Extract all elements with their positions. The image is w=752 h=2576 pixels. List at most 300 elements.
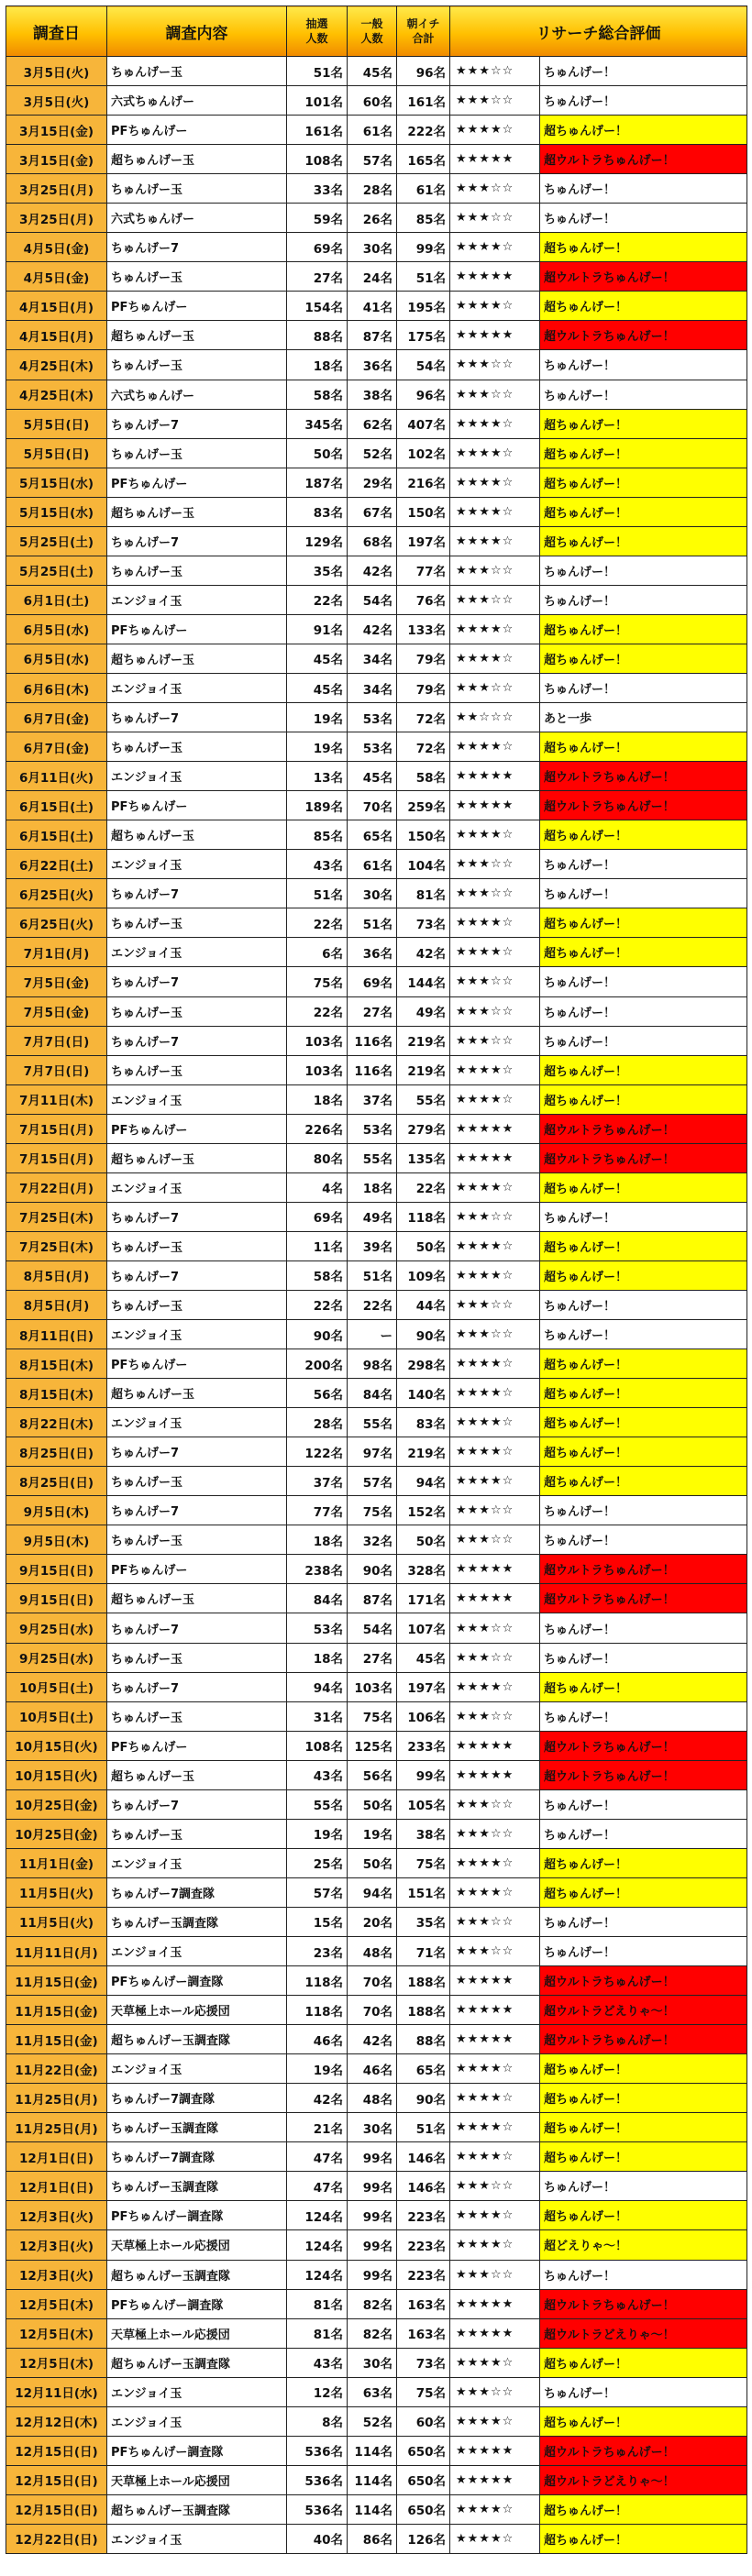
row-total: 35名 (397, 1907, 450, 1936)
row-total: 165名 (397, 145, 450, 174)
row-date: 7月25日(木) (6, 1231, 107, 1260)
row-total: 38名 (397, 1819, 450, 1848)
table-row (6, 116, 747, 145)
row-rating: ★★★★☆ (450, 2406, 540, 2436)
row-total: 51名 (397, 2113, 450, 2142)
row-date: 8月15日(木) (6, 1379, 107, 1408)
row-rating: ★★★★★ (450, 791, 540, 820)
row-lottery: 12名 (287, 2377, 348, 2406)
row-evaluation: 超ちゅんげー！ (540, 292, 747, 321)
row-date: 7月22日(月) (6, 1172, 107, 1202)
row-total: 50名 (397, 1231, 450, 1260)
table-row (6, 938, 747, 967)
row-general: 99名 (348, 2230, 397, 2260)
row-lottery: 124名 (287, 2201, 348, 2230)
row-general: 42名 (348, 556, 397, 585)
row-date: 8月5日(月) (6, 1290, 107, 1319)
row-general: 48名 (348, 1937, 397, 1966)
row-total: 146名 (397, 2172, 450, 2201)
row-rating: ★★★★☆ (450, 233, 540, 262)
row-total: 219名 (397, 1026, 450, 1055)
row-content: ちゅんげー7 (107, 233, 287, 262)
table-row (6, 1819, 747, 1848)
row-rating: ★★★☆☆ (450, 1643, 540, 1672)
row-evaluation: ちゅんげー！ (540, 2260, 747, 2289)
row-total: 146名 (397, 2142, 450, 2172)
row-total: 99名 (397, 1760, 450, 1789)
row-lottery: 19名 (287, 2054, 348, 2084)
row-total: 219名 (397, 1055, 450, 1084)
row-evaluation: 超ちゅんげー！ (540, 1260, 747, 1290)
header-content: 調査内容 (107, 6, 287, 57)
table-row (6, 204, 747, 233)
row-date: 6月6日(木) (6, 673, 107, 702)
row-total: 99名 (397, 233, 450, 262)
row-lottery: 91名 (287, 614, 348, 644)
row-rating: ★★★☆☆ (450, 1937, 540, 1966)
row-lottery: 46名 (287, 2025, 348, 2054)
row-general: 51名 (348, 1260, 397, 1290)
table-row (6, 2436, 747, 2465)
row-lottery: 189名 (287, 791, 348, 820)
table-row (6, 174, 747, 204)
row-lottery: 18名 (287, 1084, 348, 1114)
row-rating: ★★★☆☆ (450, 174, 540, 204)
row-lottery: 103名 (287, 1026, 348, 1055)
row-date: 7月7日(日) (6, 1026, 107, 1055)
row-lottery: 124名 (287, 2260, 348, 2289)
row-content: ちゅんげー7 (107, 409, 287, 438)
row-date: 7月7日(日) (6, 1055, 107, 1084)
table-row (6, 2318, 747, 2348)
row-general: 53名 (348, 1114, 397, 1143)
row-total: 90名 (397, 1320, 450, 1349)
row-date: 6月15日(土) (6, 791, 107, 820)
row-total: 650名 (397, 2465, 450, 2494)
row-lottery: 101名 (287, 86, 348, 116)
row-content: PFちゅんげー (107, 292, 287, 321)
row-date: 9月5日(木) (6, 1496, 107, 1525)
row-date: 12月15日(日) (6, 2436, 107, 2465)
row-content: エンジョイ玉 (107, 1172, 287, 1202)
row-content: エンジョイ玉 (107, 2377, 287, 2406)
row-lottery: 21名 (287, 2113, 348, 2142)
row-general: 114名 (348, 2465, 397, 2494)
row-date: 12月12日(木) (6, 2406, 107, 2436)
row-date: 10月25日(金) (6, 1789, 107, 1819)
row-date: 3月25日(月) (6, 174, 107, 204)
row-content: 天草極上ホール応援団 (107, 2318, 287, 2348)
row-rating: ★★★★★ (450, 2025, 540, 2054)
row-total: 45名 (397, 1643, 450, 1672)
row-content: ちゅんげー玉調査隊 (107, 2172, 287, 2201)
row-rating: ★★★★☆ (450, 820, 540, 850)
row-content: PFちゅんげー調査隊 (107, 2201, 287, 2230)
row-content: エンジョイ玉 (107, 1320, 287, 1349)
row-evaluation: ちゅんげー！ (540, 996, 747, 1026)
row-general: 42名 (348, 614, 397, 644)
row-content: ちゅんげー玉 (107, 1701, 287, 1731)
row-lottery: 75名 (287, 967, 348, 996)
table-row (6, 791, 747, 820)
row-rating: ★★★☆☆ (450, 57, 540, 86)
row-content: 天草極上ホール応援団 (107, 2230, 287, 2260)
row-total: 216名 (397, 468, 450, 497)
row-rating: ★★★☆☆ (450, 1819, 540, 1848)
row-content: ちゅんげー玉 (107, 1525, 287, 1555)
row-lottery: 33名 (287, 174, 348, 204)
row-date: 4月25日(木) (6, 380, 107, 409)
row-date: 3月5日(火) (6, 86, 107, 116)
row-date: 11月15日(金) (6, 1966, 107, 1996)
row-evaluation: ちゅんげー！ (540, 585, 747, 614)
row-lottery: 31名 (287, 1701, 348, 1731)
table-row (6, 1026, 747, 1055)
row-general: 99名 (348, 2201, 397, 2230)
row-evaluation: ちゅんげー！ (540, 1525, 747, 1555)
row-total: 223名 (397, 2201, 450, 2230)
row-evaluation: 超ちゅんげー！ (540, 1408, 747, 1437)
row-date: 3月15日(金) (6, 116, 107, 145)
row-evaluation: ちゅんげー！ (540, 57, 747, 86)
table-row (6, 1290, 747, 1319)
row-lottery: 15名 (287, 1907, 348, 1936)
row-lottery: 18名 (287, 1525, 348, 1555)
row-general: 99名 (348, 2172, 397, 2201)
row-general: 36名 (348, 350, 397, 380)
row-total: 76名 (397, 585, 450, 614)
row-evaluation: ちゅんげー！ (540, 1701, 747, 1731)
row-content: 超ちゅんげー玉調査隊 (107, 2348, 287, 2377)
row-total: 60名 (397, 2406, 450, 2436)
row-total: 118名 (397, 1202, 450, 1231)
row-total: 44名 (397, 1290, 450, 1319)
row-date: 3月25日(月) (6, 204, 107, 233)
row-total: 161名 (397, 86, 450, 116)
row-date: 3月5日(火) (6, 57, 107, 86)
row-rating: ★★★☆☆ (450, 967, 540, 996)
row-rating: ★★★☆☆ (450, 585, 540, 614)
row-general: 62名 (348, 409, 397, 438)
row-date: 5月15日(水) (6, 497, 107, 526)
row-general: 34名 (348, 673, 397, 702)
row-total: 49名 (397, 996, 450, 1026)
row-evaluation: 超ウルトラちゅんげー！ (540, 262, 747, 292)
row-rating: ★★★★☆ (450, 1877, 540, 1907)
table-row (6, 2084, 747, 2113)
row-total: 144名 (397, 967, 450, 996)
row-date: 8月25日(日) (6, 1467, 107, 1496)
row-total: 133名 (397, 614, 450, 644)
row-content: エンジョイ玉 (107, 2054, 287, 2084)
row-lottery: 59名 (287, 204, 348, 233)
table-row (6, 1114, 747, 1143)
row-rating: ★★★☆☆ (450, 996, 540, 1026)
row-rating: ★★★☆☆ (450, 1789, 540, 1819)
row-total: 151名 (397, 1877, 450, 1907)
row-lottery: 11名 (287, 1231, 348, 1260)
row-content: ちゅんげー7 (107, 1789, 287, 1819)
table-row (6, 820, 747, 850)
table-row (6, 1525, 747, 1555)
row-rating: ★★★☆☆ (450, 1320, 540, 1349)
row-rating: ★★★☆☆ (450, 1026, 540, 1055)
row-general: 51名 (348, 908, 397, 938)
row-evaluation: 超ちゅんげー！ (540, 732, 747, 762)
row-total: 61名 (397, 174, 450, 204)
row-general: ー (348, 1320, 397, 1349)
row-date: 6月5日(水) (6, 614, 107, 644)
row-content: PFちゅんげー (107, 1555, 287, 1584)
table-row (6, 57, 747, 86)
row-evaluation: 超ウルトラどえりゃ～！ (540, 1996, 747, 2025)
row-general: 42名 (348, 2025, 397, 2054)
row-rating: ★★★☆☆ (450, 1613, 540, 1643)
row-evaluation: 超ウルトラちゅんげー！ (540, 321, 747, 350)
table-row (6, 145, 747, 174)
row-total: 102名 (397, 438, 450, 468)
row-general: 30名 (348, 233, 397, 262)
row-lottery: 50名 (287, 438, 348, 468)
table-row (6, 2054, 747, 2084)
row-general: 97名 (348, 1437, 397, 1467)
table-row (6, 1172, 747, 1202)
row-evaluation: ちゅんげー！ (540, 673, 747, 702)
row-lottery: 53名 (287, 1613, 348, 1643)
row-date: 12月15日(日) (6, 2494, 107, 2524)
row-evaluation: ちゅんげー！ (540, 850, 747, 879)
table-row (6, 1643, 747, 1672)
table-row (6, 1731, 747, 1760)
table-row (6, 86, 747, 116)
row-rating: ★★★☆☆ (450, 350, 540, 380)
row-date: 11月25日(月) (6, 2084, 107, 2113)
row-lottery: 58名 (287, 380, 348, 409)
row-lottery: 45名 (287, 673, 348, 702)
row-lottery: 28名 (287, 1408, 348, 1437)
row-evaluation: 超ちゅんげー！ (540, 1672, 747, 1701)
row-content: PFちゅんげー (107, 614, 287, 644)
row-lottery: 118名 (287, 1996, 348, 2025)
row-general: 30名 (348, 879, 397, 908)
row-date: 6月25日(火) (6, 879, 107, 908)
row-general: 67名 (348, 497, 397, 526)
row-total: 81名 (397, 879, 450, 908)
row-content: ちゅんげー7 (107, 526, 287, 556)
row-evaluation: ちゅんげー！ (540, 86, 747, 116)
row-lottery: 108名 (287, 1731, 348, 1760)
row-total: 73名 (397, 908, 450, 938)
row-rating: ★★★☆☆ (450, 380, 540, 409)
row-general: 54名 (348, 585, 397, 614)
table-row (6, 1349, 747, 1379)
row-content: 六式ちゅんげー (107, 204, 287, 233)
table-row (6, 762, 747, 791)
row-date: 11月5日(火) (6, 1907, 107, 1936)
row-rating: ★★★☆☆ (450, 2172, 540, 2201)
row-content: ちゅんげー玉 (107, 1055, 287, 1084)
row-rating: ★★★☆☆ (450, 879, 540, 908)
row-total: 163名 (397, 2289, 450, 2318)
row-general: 52名 (348, 438, 397, 468)
row-rating: ★★★★★ (450, 2318, 540, 2348)
table-row (6, 644, 747, 673)
table-row (6, 703, 747, 732)
table-body (6, 57, 747, 2554)
row-general: 20名 (348, 1907, 397, 1936)
table-row (6, 468, 747, 497)
table-row (6, 2230, 747, 2260)
table-row (6, 1379, 747, 1408)
row-rating: ★★★★★ (450, 1584, 540, 1613)
row-general: 45名 (348, 762, 397, 791)
row-date: 7月15日(月) (6, 1143, 107, 1172)
row-rating: ★★★★☆ (450, 732, 540, 762)
row-lottery: 129名 (287, 526, 348, 556)
row-lottery: 226名 (287, 1114, 348, 1143)
row-general: 38名 (348, 380, 397, 409)
row-content: ちゅんげー7 (107, 1672, 287, 1701)
row-lottery: 58名 (287, 1260, 348, 1290)
row-total: 85名 (397, 204, 450, 233)
row-total: 259名 (397, 791, 450, 820)
row-general: 30名 (348, 2113, 397, 2142)
row-date: 10月25日(金) (6, 1819, 107, 1848)
table-row (6, 1231, 747, 1260)
row-content: ちゅんげー玉 (107, 1819, 287, 1848)
row-evaluation: 超ちゅんげー！ (540, 1877, 747, 1907)
row-evaluation: ちゅんげー！ (540, 1819, 747, 1848)
row-content: ちゅんげー7 (107, 1260, 287, 1290)
row-lottery: 22名 (287, 585, 348, 614)
table-row (6, 556, 747, 585)
row-lottery: 51名 (287, 879, 348, 908)
row-evaluation: 超ちゅんげー！ (540, 1437, 747, 1467)
row-general: 103名 (348, 1672, 397, 1701)
row-content: PFちゅんげー (107, 1114, 287, 1143)
row-date: 7月15日(月) (6, 1114, 107, 1143)
row-lottery: 56名 (287, 1379, 348, 1408)
row-evaluation: 超ちゅんげー！ (540, 908, 747, 938)
row-evaluation: ちゅんげー！ (540, 1613, 747, 1643)
row-date: 9月5日(木) (6, 1525, 107, 1555)
row-lottery: 161名 (287, 116, 348, 145)
row-rating: ★★★★☆ (450, 1172, 540, 1202)
table-row (6, 879, 747, 908)
row-lottery: 238名 (287, 1555, 348, 1584)
row-rating: ★★★★☆ (450, 2142, 540, 2172)
row-general: 22名 (348, 1290, 397, 1319)
row-evaluation: 超ウルトラちゅんげー！ (540, 2436, 747, 2465)
row-content: エンジョイ玉 (107, 1408, 287, 1437)
row-total: 126名 (397, 2524, 450, 2553)
row-rating: ★★★★☆ (450, 292, 540, 321)
row-content: ちゅんげー7 (107, 1437, 287, 1467)
row-total: 73名 (397, 2348, 450, 2377)
row-content: エンジョイ玉 (107, 2406, 287, 2436)
row-content: 超ちゅんげー玉調査隊 (107, 2494, 287, 2524)
row-lottery: 84名 (287, 1584, 348, 1613)
row-total: 219名 (397, 1437, 450, 1467)
row-rating: ★★★★☆ (450, 908, 540, 938)
row-general: 39名 (348, 1231, 397, 1260)
table-row (6, 1877, 747, 1907)
row-date: 7月5日(金) (6, 996, 107, 1026)
table-row (6, 1437, 747, 1467)
row-evaluation: 超ちゅんげー！ (540, 526, 747, 556)
row-total: 298名 (397, 1349, 450, 1379)
row-content: エンジョイ玉 (107, 1084, 287, 1114)
row-rating: ★★★★☆ (450, 497, 540, 526)
row-general: 87名 (348, 1584, 397, 1613)
row-date: 10月15日(火) (6, 1731, 107, 1760)
row-date: 11月5日(火) (6, 1877, 107, 1907)
row-rating: ★★★☆☆ (450, 1525, 540, 1555)
row-rating: ★★★★☆ (450, 2054, 540, 2084)
table-row (6, 614, 747, 644)
row-evaluation: 超ウルトラちゅんげー！ (540, 145, 747, 174)
row-date: 3月15日(金) (6, 145, 107, 174)
row-date: 6月1日(土) (6, 585, 107, 614)
row-lottery: 90名 (287, 1320, 348, 1349)
row-content: ちゅんげー7調査隊 (107, 2142, 287, 2172)
header-general (348, 6, 397, 57)
header-lottery-line1: 抽選 (305, 17, 328, 30)
row-evaluation: 超ちゅんげー！ (540, 938, 747, 967)
row-lottery: 124名 (287, 2230, 348, 2260)
row-general: 50名 (348, 1848, 397, 1877)
table-row (6, 350, 747, 380)
row-lottery: 94名 (287, 1672, 348, 1701)
row-general: 54名 (348, 1613, 397, 1643)
row-content: ちゅんげー玉 (107, 908, 287, 938)
row-rating: ★★★★★ (450, 2465, 540, 2494)
row-evaluation: 超ウルトラどえりゃ～！ (540, 2465, 747, 2494)
row-content: ちゅんげー玉 (107, 57, 287, 86)
row-evaluation: 超ちゅんげー！ (540, 2406, 747, 2436)
row-date: 12月15日(日) (6, 2465, 107, 2494)
row-lottery: 43名 (287, 850, 348, 879)
table-row (6, 1848, 747, 1877)
row-date: 4月15日(月) (6, 292, 107, 321)
row-total: 79名 (397, 673, 450, 702)
row-general: 99名 (348, 2142, 397, 2172)
row-total: 58名 (397, 762, 450, 791)
row-date: 11月25日(月) (6, 2113, 107, 2142)
row-date: 11月11日(月) (6, 1937, 107, 1966)
row-content: ちゅんげー玉 (107, 1290, 287, 1319)
row-rating: ★★★★☆ (450, 644, 540, 673)
row-content: ちゅんげー玉 (107, 174, 287, 204)
row-content: 超ちゅんげー玉 (107, 321, 287, 350)
row-general: 82名 (348, 2318, 397, 2348)
row-date: 10月5日(土) (6, 1701, 107, 1731)
row-date: 10月15日(火) (6, 1760, 107, 1789)
row-evaluation: 超ウルトラちゅんげー！ (540, 762, 747, 791)
row-date: 5月5日(日) (6, 438, 107, 468)
row-general: 75名 (348, 1496, 397, 1525)
row-evaluation: ちゅんげー！ (540, 204, 747, 233)
row-general: 49名 (348, 1202, 397, 1231)
row-rating: ★★★☆☆ (450, 86, 540, 116)
row-rating: ★★★★☆ (450, 2348, 540, 2377)
row-evaluation: 超ちゅんげー！ (540, 1084, 747, 1114)
row-lottery: 536名 (287, 2465, 348, 2494)
table-row (6, 2406, 747, 2436)
row-lottery: 536名 (287, 2436, 348, 2465)
row-total: 163名 (397, 2318, 450, 2348)
row-content: 超ちゅんげー玉 (107, 644, 287, 673)
